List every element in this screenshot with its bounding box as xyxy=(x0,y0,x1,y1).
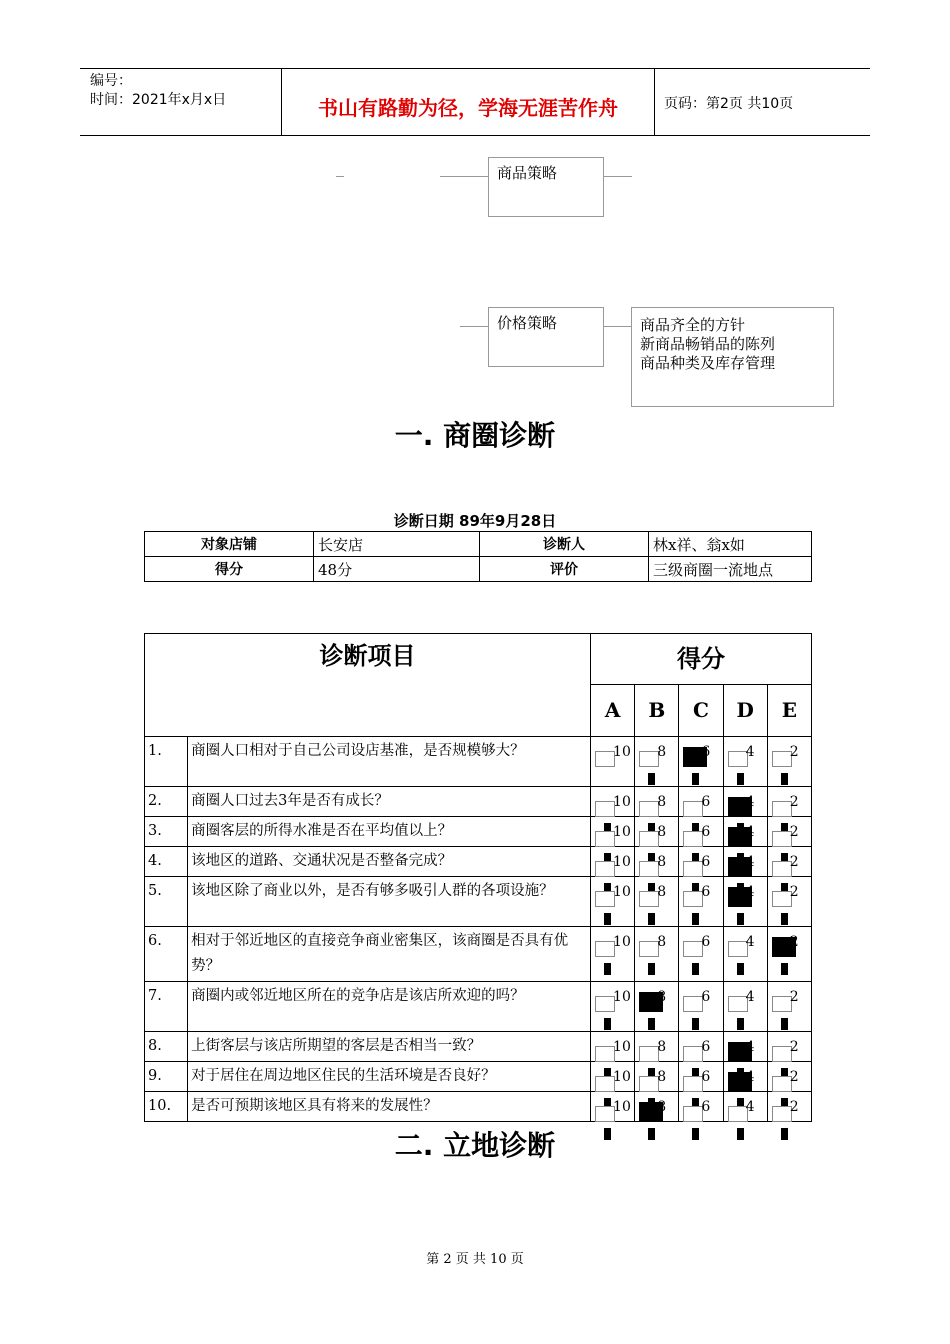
checkbox[interactable] xyxy=(683,801,703,817)
score-cell-e[interactable] xyxy=(767,877,811,927)
checkbox[interactable] xyxy=(639,1076,659,1092)
score-value: 8 xyxy=(657,744,667,760)
score-value: 4 xyxy=(745,1099,755,1115)
table-row xyxy=(145,1092,812,1122)
marker-bar xyxy=(692,773,699,785)
header-motto: 书山有路勤为径，学海无涯苦作舟 xyxy=(318,96,618,120)
checkbox[interactable] xyxy=(683,1046,703,1062)
score-value: 8 xyxy=(657,1069,667,1085)
score-cell-d[interactable] xyxy=(723,1032,767,1062)
score-cell-b[interactable] xyxy=(635,737,679,787)
time-label: 时间：2021年x月x日 xyxy=(90,92,227,108)
checkbox[interactable] xyxy=(772,1106,792,1122)
score-value: 2 xyxy=(789,744,799,760)
marker-bar xyxy=(737,963,744,975)
checkbox[interactable] xyxy=(772,996,792,1012)
header-meta xyxy=(90,72,226,110)
score-value: 10 xyxy=(613,824,631,840)
score-cell-d[interactable] xyxy=(723,982,767,1032)
score-value: 6 xyxy=(701,744,711,760)
checkbox[interactable] xyxy=(595,861,615,877)
column-d: D xyxy=(723,685,767,737)
store-label: 对象店铺 xyxy=(145,532,314,557)
row-number: 10. xyxy=(145,1092,188,1122)
flow-box-label: 商品策略 xyxy=(497,164,558,182)
score-cell-c[interactable] xyxy=(679,1062,723,1092)
checkbox[interactable] xyxy=(639,751,659,767)
column-b: B xyxy=(635,685,679,737)
row-number: 9. xyxy=(145,1062,188,1092)
score-value: 8 xyxy=(657,884,667,900)
table-row xyxy=(145,847,812,877)
score-value: 4 xyxy=(745,794,755,810)
row-number: 6. xyxy=(145,927,188,982)
score-value: 6 xyxy=(701,884,711,900)
score-value: 10 xyxy=(613,884,631,900)
score-value: 8 xyxy=(657,824,667,840)
page-footer: 第 2 页 共 10 页 xyxy=(426,1252,524,1267)
score-cell-b[interactable] xyxy=(635,1062,679,1092)
rating-label: 评价 xyxy=(480,557,649,582)
score-cell-d[interactable] xyxy=(723,737,767,787)
score-value: 10 xyxy=(613,934,631,950)
row-question: 相对于邻近地区的直接竞争商业密集区，该商圈是否具有优势？ xyxy=(188,927,591,982)
score-cell-a[interactable] xyxy=(591,1032,635,1062)
row-question: 是否可预期该地区具有将来的发展性？ xyxy=(188,1092,591,1122)
row-number: 2. xyxy=(145,787,188,817)
score-value: 8 xyxy=(657,1039,667,1055)
score-cell-c[interactable] xyxy=(679,982,723,1032)
score-value: 10 xyxy=(613,854,631,870)
flow-line-3: 商品种类及库存管理 xyxy=(640,354,776,372)
checkbox[interactable] xyxy=(683,891,703,907)
table-row xyxy=(145,737,812,787)
score-cell-d[interactable] xyxy=(723,787,767,817)
score-value: 4 xyxy=(745,934,755,950)
checkbox[interactable] xyxy=(683,1076,703,1092)
checkbox[interactable] xyxy=(772,1046,792,1062)
flow-box-label: 价格策略 xyxy=(497,314,558,332)
score-cell-b[interactable] xyxy=(635,982,679,1032)
table-row xyxy=(145,982,812,1032)
score-value: 4 xyxy=(745,1069,755,1085)
score-value: 2 xyxy=(789,1039,799,1055)
score-cell-b[interactable] xyxy=(635,817,679,847)
row-question: 商圈人口相对于自己公司设店基准，是否规模够大？ xyxy=(188,737,591,787)
score-cell-b[interactable] xyxy=(635,877,679,927)
score-value: 2 xyxy=(789,1099,799,1115)
info-row xyxy=(145,532,812,557)
row-question: 商圈人口过去3年是否有成长？ xyxy=(188,787,591,817)
marker-bar xyxy=(737,773,744,785)
diagnosis-table xyxy=(144,633,812,1122)
score-cell-d[interactable] xyxy=(723,817,767,847)
score-cell-e[interactable] xyxy=(767,1062,811,1092)
marker-bar xyxy=(781,913,788,925)
column-c: C xyxy=(679,685,723,737)
score-cell-c[interactable] xyxy=(679,817,723,847)
score-value: 10 xyxy=(613,989,631,1005)
row-question: 商圈客层的所得水准是否在平均值以上？ xyxy=(188,817,591,847)
score-value: 2 xyxy=(789,934,799,950)
score-cell-c[interactable] xyxy=(679,737,723,787)
score-value: 4 xyxy=(745,854,755,870)
row-question: 对于居住在周边地区住民的生活环境是否良好？ xyxy=(188,1062,591,1092)
score-cell-c[interactable] xyxy=(679,787,723,817)
table-row xyxy=(145,877,812,927)
checkbox[interactable] xyxy=(595,941,615,957)
marker-bar xyxy=(692,913,699,925)
score-cell-a[interactable] xyxy=(591,877,635,927)
score-cell-b[interactable] xyxy=(635,847,679,877)
rating-value: 三级商圈一流地点 xyxy=(649,557,812,582)
checkbox[interactable] xyxy=(595,801,615,817)
marker-bar xyxy=(648,913,655,925)
checkbox[interactable] xyxy=(728,996,748,1012)
score-value: 2 xyxy=(789,1069,799,1085)
row-question: 商圈内或邻近地区所在的竞争店是该店所欢迎的吗？ xyxy=(188,982,591,1032)
score-cell-e[interactable] xyxy=(767,787,811,817)
score-cell-c[interactable] xyxy=(679,927,723,982)
checkbox[interactable] xyxy=(683,831,703,847)
checkbox[interactable] xyxy=(728,751,748,767)
score-value: 4 xyxy=(745,744,755,760)
marker-bar xyxy=(604,1018,611,1030)
score-cell-c[interactable] xyxy=(679,1032,723,1062)
score-cell-a[interactable] xyxy=(591,817,635,847)
marker-bar xyxy=(648,1018,655,1030)
table-row xyxy=(145,817,812,847)
checkbox[interactable] xyxy=(683,941,703,957)
score-value: 2 xyxy=(789,989,799,1005)
connector-line xyxy=(604,326,632,327)
connector-line xyxy=(604,176,632,177)
score-value: 8 xyxy=(657,934,667,950)
checkbox[interactable] xyxy=(772,1076,792,1092)
score-value: 4 xyxy=(745,989,755,1005)
checkbox[interactable] xyxy=(772,801,792,817)
score-cell-a[interactable] xyxy=(591,847,635,877)
score-cell-d[interactable] xyxy=(723,927,767,982)
checkbox[interactable] xyxy=(639,891,659,907)
score-value: 10 xyxy=(613,1069,631,1085)
score-cell-a[interactable] xyxy=(591,1092,635,1122)
score-value: 10 xyxy=(613,1099,631,1115)
connector-line xyxy=(460,326,488,327)
score-cell-b[interactable] xyxy=(635,1092,679,1122)
score-cell-e[interactable] xyxy=(767,982,811,1032)
checkbox[interactable] xyxy=(683,861,703,877)
checkbox[interactable] xyxy=(595,1046,615,1062)
score-value: 2 xyxy=(789,854,799,870)
score-value: 6 xyxy=(701,1069,711,1085)
score-value: 6 xyxy=(701,794,711,810)
header-divider xyxy=(654,68,655,136)
score-cell-e[interactable] xyxy=(767,737,811,787)
row-number: 8. xyxy=(145,1032,188,1062)
score-value: 2 xyxy=(789,884,799,900)
checkbox[interactable] xyxy=(772,891,792,907)
checkbox[interactable] xyxy=(595,1076,615,1092)
marker-bar xyxy=(604,913,611,925)
score-value: 6 xyxy=(701,1099,711,1115)
checkbox[interactable] xyxy=(639,831,659,847)
score-value: 48分 xyxy=(314,557,480,582)
checkbox[interactable] xyxy=(595,891,615,907)
checkbox[interactable] xyxy=(595,996,615,1012)
score-header: 得分 xyxy=(591,634,812,685)
table-row xyxy=(145,927,812,982)
row-number: 1. xyxy=(145,737,188,787)
score-cell-e[interactable] xyxy=(767,1032,811,1062)
score-cell-e[interactable] xyxy=(767,847,811,877)
score-cell-b[interactable] xyxy=(635,1032,679,1062)
table-row xyxy=(145,787,812,817)
marker-bar xyxy=(781,773,788,785)
table-row xyxy=(145,1062,812,1092)
checkbox[interactable] xyxy=(728,941,748,957)
checkbox[interactable] xyxy=(728,1106,748,1122)
checkbox[interactable] xyxy=(772,751,792,767)
store-value: 长安店 xyxy=(314,532,480,557)
score-value: 10 xyxy=(613,1039,631,1055)
score-cell-d[interactable] xyxy=(723,1062,767,1092)
score-value: 6 xyxy=(701,934,711,950)
row-number: 4. xyxy=(145,847,188,877)
score-cell-a[interactable] xyxy=(591,927,635,982)
score-cell-b[interactable] xyxy=(635,787,679,817)
marker-bar xyxy=(692,963,699,975)
score-cell-a[interactable] xyxy=(591,737,635,787)
connector-line xyxy=(440,176,488,177)
score-value: 8 xyxy=(657,1099,667,1115)
score-value: 6 xyxy=(701,989,711,1005)
flow-line-2: 新商品畅销品的陈列 xyxy=(640,335,776,353)
checkbox[interactable] xyxy=(639,801,659,817)
score-value: 2 xyxy=(789,794,799,810)
info-row xyxy=(145,557,812,582)
score-cell-a[interactable] xyxy=(591,982,635,1032)
checkbox[interactable] xyxy=(639,1046,659,1062)
marker-bar xyxy=(737,1018,744,1030)
score-value: 4 xyxy=(745,824,755,840)
table-row xyxy=(145,1032,812,1062)
score-value: 8 xyxy=(657,854,667,870)
score-cell-d[interactable] xyxy=(723,1092,767,1122)
row-number: 5. xyxy=(145,877,188,927)
score-value: 2 xyxy=(789,824,799,840)
column-e: E xyxy=(767,685,811,737)
checkbox[interactable] xyxy=(772,861,792,877)
score-value: 8 xyxy=(657,989,667,1005)
row-number: 3. xyxy=(145,817,188,847)
item-header: 诊断项目 xyxy=(145,634,591,737)
score-value: 4 xyxy=(745,1039,755,1055)
marker-bar xyxy=(781,1018,788,1030)
score-cell-d[interactable] xyxy=(723,847,767,877)
score-value: 8 xyxy=(657,794,667,810)
flow-box-product-strategy xyxy=(488,157,604,217)
diagnoser-value: 林x祥、翁x如 xyxy=(649,532,812,557)
row-number: 7. xyxy=(145,982,188,1032)
diagnosis-date: 诊断日期 89年9月28日 xyxy=(393,512,557,530)
score-value: 10 xyxy=(613,794,631,810)
section-title-location: 二. 立地诊断 xyxy=(394,1129,556,1162)
score-value: 6 xyxy=(701,1039,711,1055)
connector-line xyxy=(336,176,344,177)
score-cell-e[interactable] xyxy=(767,817,811,847)
diag-header-row xyxy=(145,634,812,685)
score-cell-c[interactable] xyxy=(679,847,723,877)
score-cell-c[interactable] xyxy=(679,877,723,927)
checkbox[interactable] xyxy=(772,831,792,847)
score-cell-e[interactable] xyxy=(767,927,811,982)
score-label: 得分 xyxy=(145,557,314,582)
flow-line-1: 商品齐全的方针 xyxy=(640,316,746,334)
page-indicator: 页码：第2页 共10页 xyxy=(664,96,794,112)
checkbox[interactable] xyxy=(683,996,703,1012)
number-label: 编号： xyxy=(90,73,132,89)
checkbox[interactable] xyxy=(639,861,659,877)
score-cell-b[interactable] xyxy=(635,927,679,982)
score-cell-a[interactable] xyxy=(591,1062,635,1092)
header-top-rule xyxy=(80,68,870,69)
score-cell-e[interactable] xyxy=(767,1092,811,1122)
marker-bar xyxy=(692,1018,699,1030)
marker-bar xyxy=(648,963,655,975)
checkbox[interactable] xyxy=(639,941,659,957)
column-a: A xyxy=(591,685,635,737)
info-table xyxy=(144,531,812,582)
section-title-trade-area: 一. 商圈诊断 xyxy=(394,419,556,452)
flow-box-price-strategy xyxy=(488,307,604,367)
diagnoser-label: 诊断人 xyxy=(480,532,649,557)
row-question: 该地区的道路、交通状况是否整备完成？ xyxy=(188,847,591,877)
header-divider xyxy=(281,68,282,136)
marker-bar xyxy=(648,773,655,785)
score-value: 6 xyxy=(701,824,711,840)
row-question: 该地区除了商业以外，是否有够多吸引人群的各项设施？ xyxy=(188,877,591,927)
checkbox[interactable] xyxy=(595,751,615,767)
score-cell-a[interactable] xyxy=(591,787,635,817)
flow-box-product-details xyxy=(631,307,834,407)
marker-bar xyxy=(737,913,744,925)
checkbox[interactable] xyxy=(595,831,615,847)
row-question: 上街客层与该店所期望的客层是否相当一致？ xyxy=(188,1032,591,1062)
marker-bar xyxy=(604,963,611,975)
checkbox[interactable] xyxy=(595,1106,615,1122)
score-cell-d[interactable] xyxy=(723,877,767,927)
marker-bar xyxy=(781,963,788,975)
score-value: 10 xyxy=(613,744,631,760)
checkbox[interactable] xyxy=(683,1106,703,1122)
header-bottom-rule xyxy=(80,135,870,136)
score-value: 6 xyxy=(701,854,711,870)
score-value: 4 xyxy=(745,884,755,900)
score-cell-c[interactable] xyxy=(679,1092,723,1122)
